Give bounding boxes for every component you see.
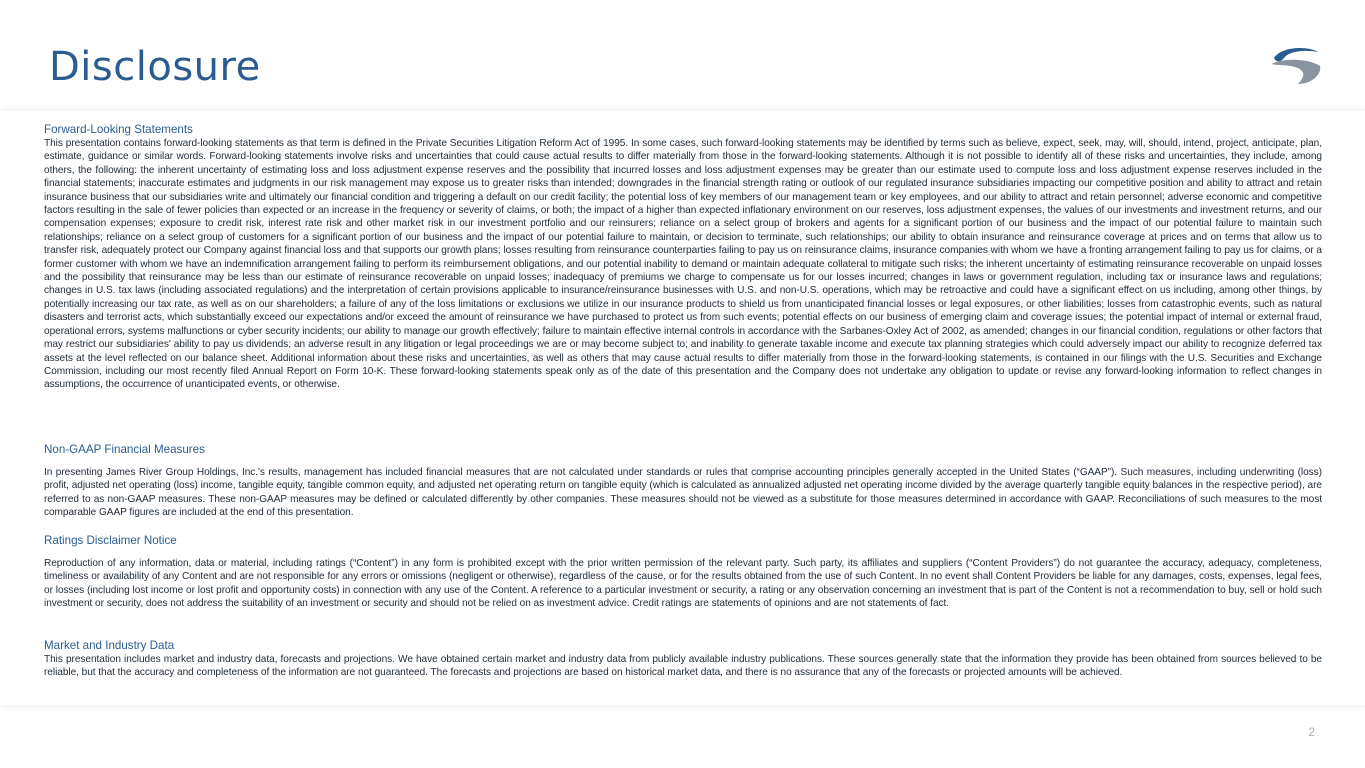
section-body: This presentation contains forward-looking statements as that term is defined in the Private Securities Litigation Reform Act of 1995. In some cases, such forward-looking statements may be identified by terms such as believe, expect, seek, may, will, should, intend, project, anticipate, plan, estimate, guidance or similar words. Forward-looking statements involve risks and uncertainties that could cause actual results to differ materially from those in the forward-looking statements. Although it is not possible to identify all of these risks and uncertainties, they include, among others, the following: the inherent uncertainty of estimating loss and loss adjustment expense reserves and the possibility that incurred losses and loss adjustment expenses may be greater than our estimate used to compute loss and loss adjustment expense reserves included in the financial statements; inaccurate estimates and judgments in our risk management may expose us to greater risks than intended; downgrades in the financial strength rating or outlook of our regulated insurance subsidiaries impacting our competitive position and ability to attract and retain insurance business that our subsidiaries write and ultimately our financial condition and triggering a default on our credit facility; the potential loss of key members of our management team or key employees, and our ability to attract and retain personnel; adverse economic and competitive factors resulting in the sale of fewer policies than expected or an increase in the frequency or severity of claims, or both; the impact of a higher than expected inflationary environment on our reserves, loss adjustment expenses, the values of our investments and investment returns, and our compensation expenses; exposure to credit risk, interest rate risk and other market risk in our investment portfolio and our reinsurers; reliance on a select group of brokers and agents for a significant portion of our business and the impact of our potential failure to maintain such relationships; reliance on a select group of customers for a significant portion of our business and the impact of our potential failure to maintain, or decision to terminate, such relationships; our ability to obtain insurance and reinsurance coverage at prices and on terms that allow us to transfer risk, adequately protect our Company against financial loss and that supports our growth plans; losses resulting from reinsurance counterparties failing to pay us on reinsurance claims, insurance companies with whom we have a fronting arrangement failing to pay us for claims, or a former customer with whom we have an indemnification arrangement failing to perform its reimbursement obligations, and our potential inability to demand or maintain adequate collateral to mitigate such risks; the inherent uncertainty of estimating reinsurance recoverable on unpaid losses and the possibility that reinsurance may be less than our estimate of reinsurance recoverable on unpaid losses; inadequacy of premiums we charge to compensate us for our losses incurred; changes in laws or government regulation, including tax or insurance laws and regulations; changes in U.S. tax laws (including associated regulations) and the interpretation of certain provisions applicable to insurance/reinsurance businesses with U.S. and non-U.S. operations, which may be retroactive and could have a significant effect on us including, among other things, by potentially increasing our tax rate, as well as on our shareholders; a failure of any of the loss limitations or exclusions we utilize in our insurance products to shield us from unanticipated financial losses or legal exposures, or other liabilities; losses from catastrophic events, such as natural disasters and terrorist acts, which substantially exceed our expectations and/or exceed the amount of reinsurance we have purchased to protect us from such events; potential effects on our business of emerging claim and coverage issues; the potential impact of internal or external fraud, operational errors, systems malfunctions or cyber security incidents; our ability to manage our growth effectively; failure to maintain effective internal controls in accordance with the Sarbanes-Oxley Act of 2002, as amended; changes in our financial condition, regulations or other factors that may restrict our subsidiaries' ability to pay us dividends; an adverse result in any litigation or legal proceedings we are or may become subject to; and inability to generate taxable income and execute tax planning strategies which could adversely impact our ability to recognize deferred tax assets at the level reflected on our balance sheet. Additional information about these risks and uncertainties, as well as others that may cause actual results to differ materially from those in the forward-looking statements, is contained in our filings with the U.S. Securities and Exchange Commission, including our most recently filed Annual Report on Form 10-K. These forward-looking statements speak only as of the date of this presentation and the Company does not undertake any obligation to update or revise any forward-looking information to reflect changes in assumptions, the occurrence of unanticipated events, or otherwise. bbox=[44, 138, 1322, 391]
section-body: Reproduction of any information, data or material, including ratings (“Content”) in any form is prohibited except with the prior written permission of the relevant party. Such party, its affiliates and suppliers (“Content Providers”) do not guarantee the accuracy, adequacy, completeness, timeliness or availability of any Content and are not responsible for any errors or omissions (negligent or otherwise), regardless of the cause, or for the results obtained from the use of such Content. In no event shall Content Providers be liable for any damages, costs, expenses, legal fees, or losses (including lost income or lost profit and opportunity costs) in connection with any use of the Content. A reference to a particular investment or security, a rating or any observation concerning an investment that is part of the Content is not a recommendation to buy, sell or hold such investment or security, does not address the suitability of an investment or security and should not be relied on as investment advice. Credit ratings are statements of opinions and are not statements of fact. bbox=[44, 558, 1322, 610]
page-number: 2 bbox=[1308, 725, 1315, 739]
section-body: This presentation includes market and industry data, forecasts and projections. We have obtained certain market and industry data from publicly available industry publications. These sources generally state that the information they provide has been obtained from sources believed to be reliable, but that the accuracy and completeness of the information are not guaranteed. The forecasts and projections are based on historical market data, and there is no assurance that any of the forecasts or projected amounts will be achieved. bbox=[44, 654, 1322, 679]
section-heading: Non-GAAP Financial Measures bbox=[44, 443, 205, 456]
section-heading: Market and Industry Data bbox=[44, 639, 175, 652]
market-data-section bbox=[44, 639, 1322, 680]
slide-title: Disclosure bbox=[49, 44, 261, 90]
company-logo-icon bbox=[1268, 44, 1324, 86]
section-body: In presenting James River Group Holdings, Inc.'s results, management has included financial measures that are not calculated under standards or rules that comprise accounting principles generally accepted in the United States (“GAAP”). Such measures, including underwriting (loss) profit, adjusted net operating (loss) income, tangible equity, tangible common equity, and adjusted net operating return on tangible equity (which is calculated as annualized adjusted net operating income divided by the average quarterly tangible equity balances in the respective period), are referred to as non-GAAP measures. These non-GAAP measures may be defined or calculated differently by other companies. These measures should not be viewed as a substitute for those measures determined in accordance with GAAP. Reconciliations of such measures to the most comparable GAAP figures are included at the end of this presentation. bbox=[44, 467, 1322, 519]
non-gaap-section bbox=[44, 443, 1322, 520]
disclosure-card bbox=[0, 111, 1365, 705]
section-heading: Ratings Disclaimer Notice bbox=[44, 534, 177, 547]
forward-looking-section bbox=[44, 123, 1322, 392]
ratings-disclaimer-section bbox=[44, 534, 1322, 611]
section-heading: Forward-Looking Statements bbox=[44, 123, 193, 136]
